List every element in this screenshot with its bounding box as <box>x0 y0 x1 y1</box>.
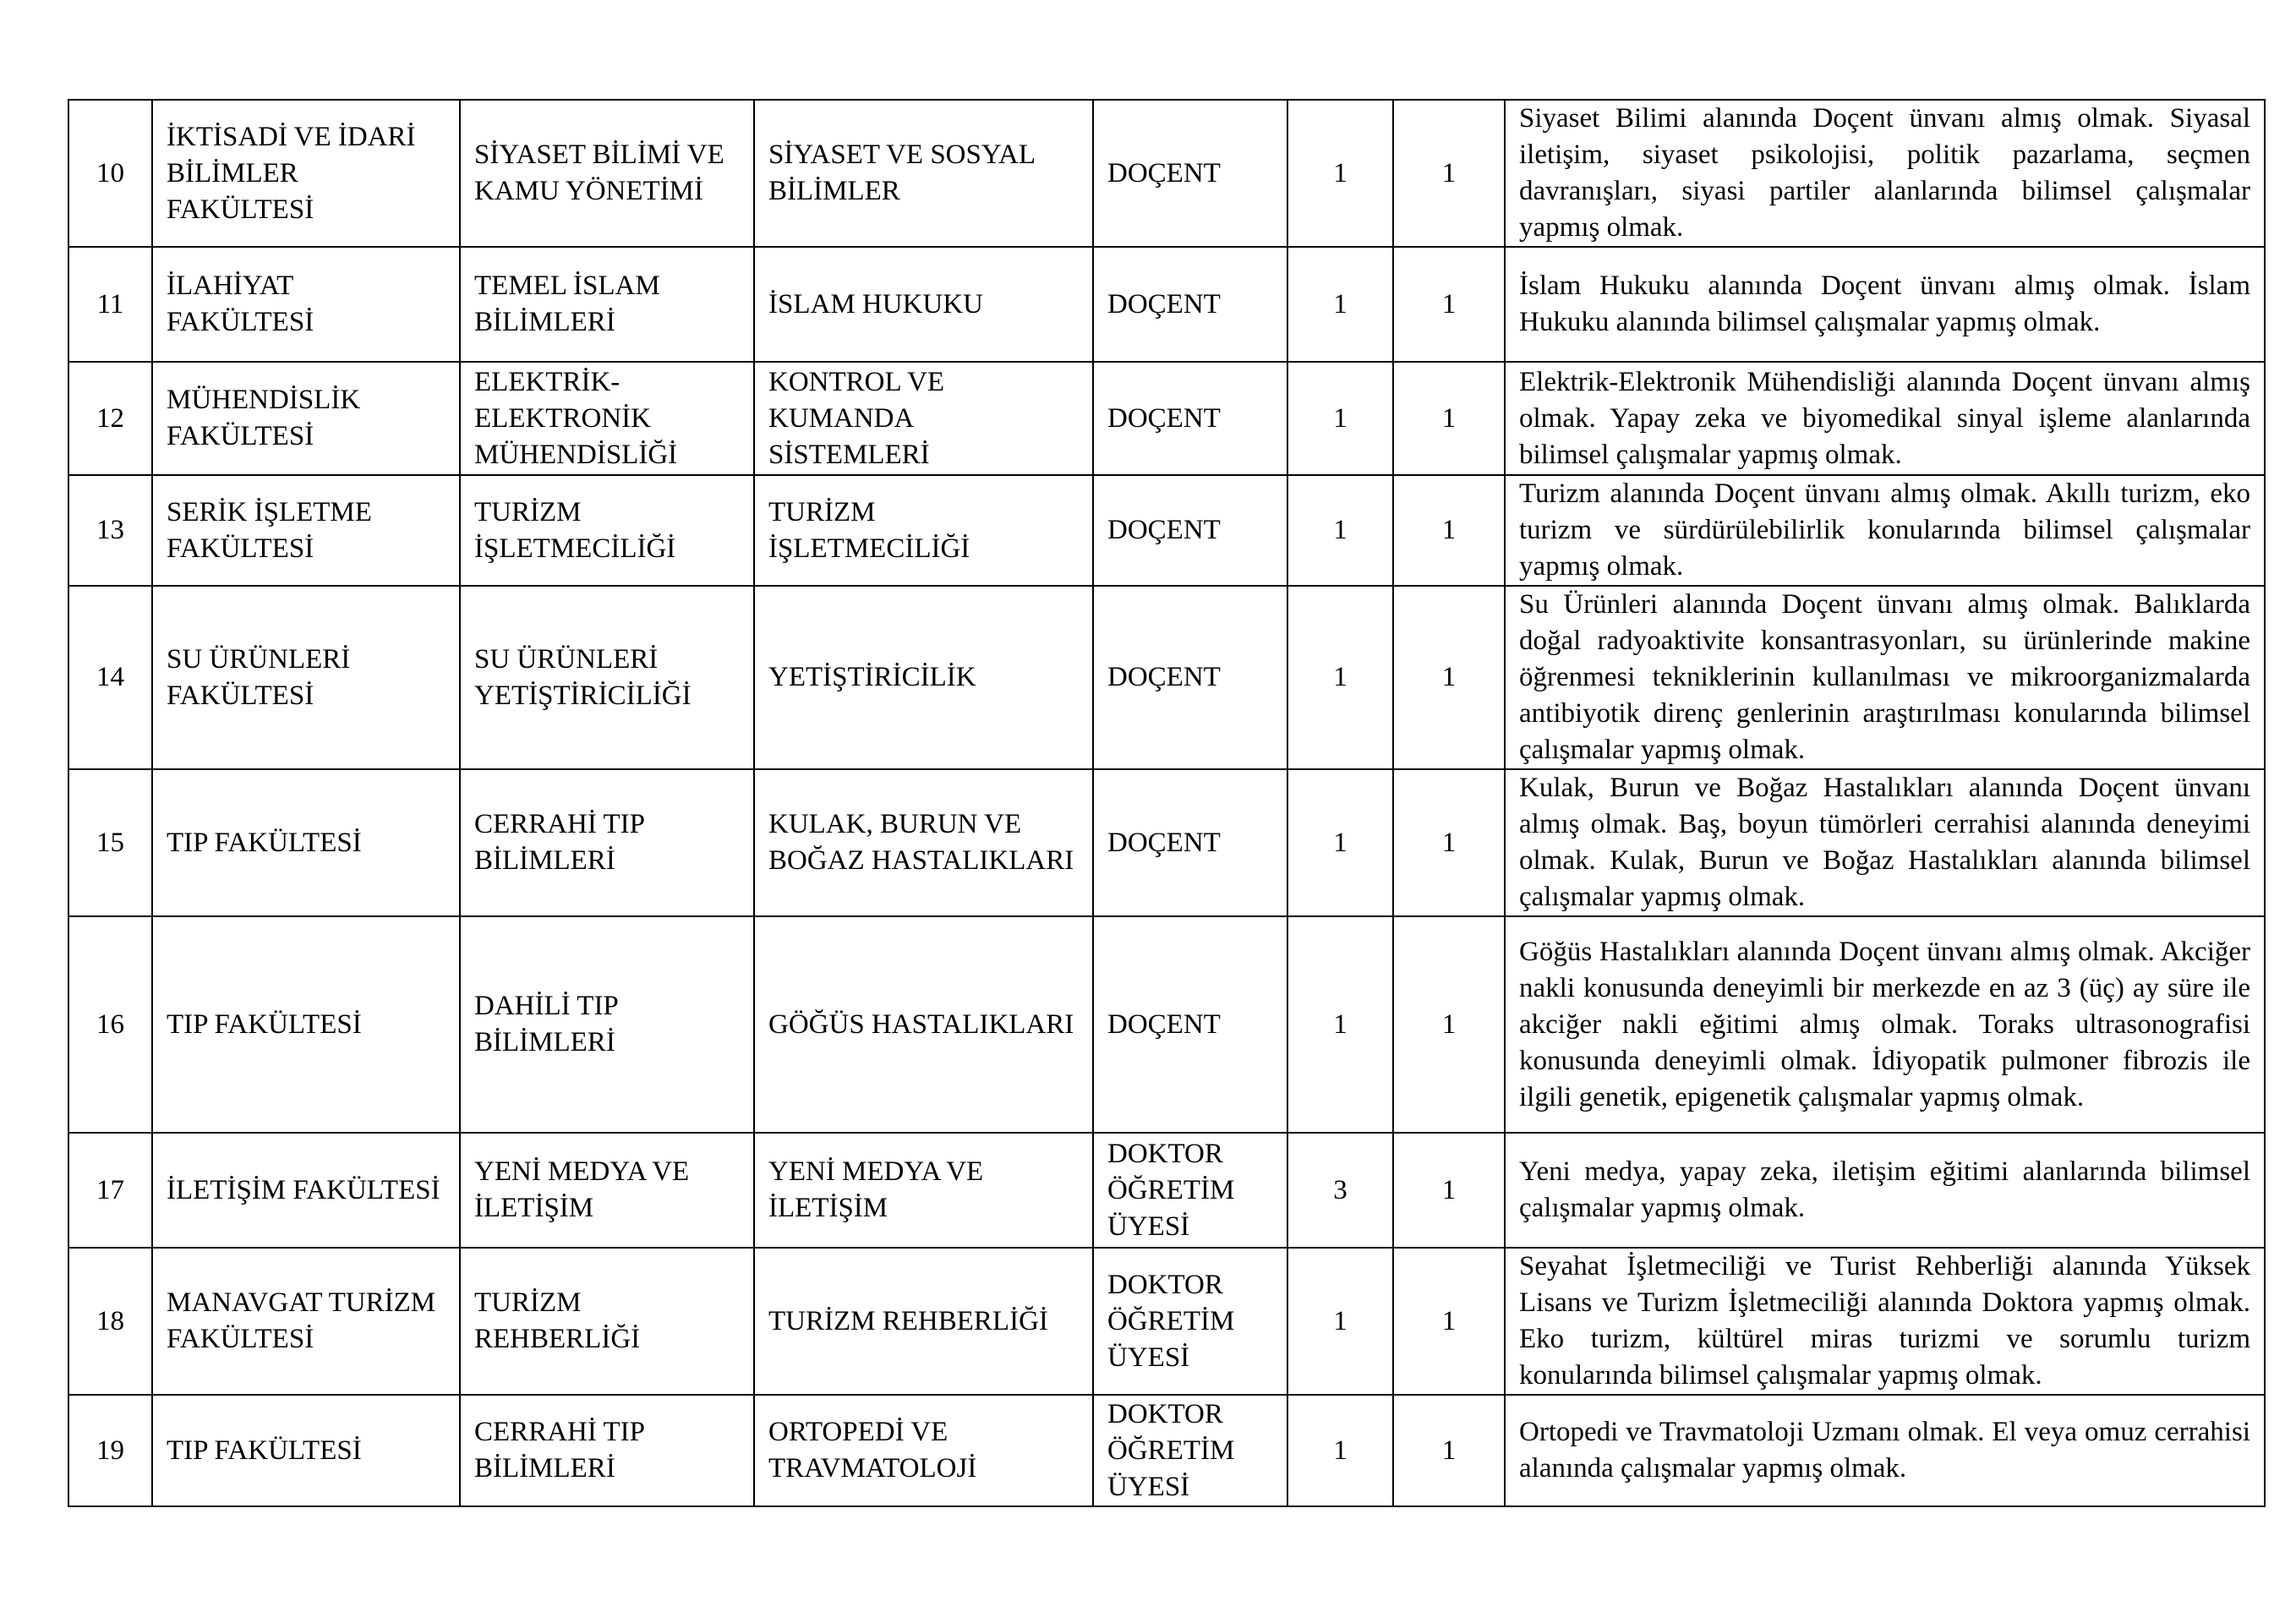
title-cell: DOÇENT <box>1093 247 1287 362</box>
count-cell: 1 <box>1287 1395 1393 1506</box>
faculty-cell: İLETİŞİM FAKÜLTESİ <box>152 1133 460 1248</box>
field-cell: TURİZM REHBERLİĞİ <box>754 1248 1093 1395</box>
field-cell: İSLAM HUKUKU <box>754 247 1093 362</box>
field-cell: KULAK, BURUN VE BOĞAZ HASTALIKLARI <box>754 769 1093 916</box>
count-cell: 3 <box>1287 1133 1393 1248</box>
faculty-cell: TIP FAKÜLTESİ <box>152 916 460 1133</box>
title-cell: DOÇENT <box>1093 475 1287 586</box>
field-cell: TURİZM İŞLETMECİLİĞİ <box>754 475 1093 586</box>
title-cell: DOKTOR ÖĞRETİM ÜYESİ <box>1093 1248 1287 1395</box>
table-row <box>68 916 2265 1133</box>
department-cell: TURİZM İŞLETMECİLİĞİ <box>460 475 754 586</box>
degree-cell: 1 <box>1393 769 1505 916</box>
department-cell: ELEKTRİK-ELEKTRONİK MÜHENDİSLİĞİ <box>460 362 754 475</box>
field-cell: YENİ MEDYA VE İLETİŞİM <box>754 1133 1093 1248</box>
faculty-cell: SERİK İŞLETME FAKÜLTESİ <box>152 475 460 586</box>
department-cell: DAHİLİ TIP BİLİMLERİ <box>460 916 754 1133</box>
faculty-cell: MÜHENDİSLİK FAKÜLTESİ <box>152 362 460 475</box>
faculty-cell: TIP FAKÜLTESİ <box>152 1395 460 1506</box>
row-number: 18 <box>68 1248 152 1395</box>
requirements-cell: Göğüs Hastalıkları alanında Doçent ünvanı almış olmak. Akciğer nakli konusunda deneyimli bir merkezde en az 3 (üç) ay süre ile akciğer nakli eğitimi almış olmak. Toraks ultrasonografisi konusunda deneyimli olmak. İdiyopatik pulmoner fibrozis ile ilgili genetik, epigenetik çalışmalar yapmış olmak. <box>1505 916 2265 1133</box>
title-cell: DOKTOR ÖĞRETİM ÜYESİ <box>1093 1133 1287 1248</box>
requirements-cell: Siyaset Bilimi alanında Doçent ünvanı almış olmak. Siyasal iletişim, siyaset psikolojisi, politik pazarlama, seçmen davranışları, siyasi partiler alanlarında bilimsel çalışmalar yapmış olmak. <box>1505 100 2265 247</box>
degree-cell: 1 <box>1393 916 1505 1133</box>
title-cell: DOÇENT <box>1093 916 1287 1133</box>
department-cell: SİYASET BİLİMİ VE KAMU YÖNETİMİ <box>460 100 754 247</box>
degree-cell: 1 <box>1393 1248 1505 1395</box>
requirements-cell: Yeni medya, yapay zeka, iletişim eğitimi alanlarında bilimsel çalışmalar yapmış olmak. <box>1505 1133 2265 1248</box>
requirements-cell: Ortopedi ve Travmatoloji Uzmanı olmak. El veya omuz cerrahisi alanında çalışmalar yapmış olmak. <box>1505 1395 2265 1506</box>
table-row <box>68 1248 2265 1395</box>
table-row <box>68 1133 2265 1248</box>
table-row <box>68 100 2265 247</box>
row-number: 16 <box>68 916 152 1133</box>
title-cell: DOÇENT <box>1093 100 1287 247</box>
field-cell: ORTOPEDİ VE TRAVMATOLOJİ <box>754 1395 1093 1506</box>
department-cell: CERRAHİ TIP BİLİMLERİ <box>460 769 754 916</box>
table-row <box>68 1395 2265 1506</box>
field-cell: GÖĞÜS HASTALIKLARI <box>754 916 1093 1133</box>
table-row <box>68 586 2265 769</box>
field-cell: YETİŞTİRİCİLİK <box>754 586 1093 769</box>
requirements-cell: Turizm alanında Doçent ünvanı almış olmak. Akıllı turizm, eko turizm ve sürdürülebilirlik konularında bilimsel çalışmalar yapmış olmak. <box>1505 475 2265 586</box>
row-number: 11 <box>68 247 152 362</box>
degree-cell: 1 <box>1393 100 1505 247</box>
requirements-cell: Seyahat İşletmeciliği ve Turist Rehberliği alanında Yüksek Lisans ve Turizm İşletmeciliği alanında Doktora yapmış olmak. Eko turizm, kültürel miras turizmi ve sorumlu turizm konularında bilimsel çalışmalar yapmış olmak. <box>1505 1248 2265 1395</box>
count-cell: 1 <box>1287 247 1393 362</box>
row-number: 14 <box>68 586 152 769</box>
department-cell: TURİZM REHBERLİĞİ <box>460 1248 754 1395</box>
row-number: 12 <box>68 362 152 475</box>
count-cell: 1 <box>1287 475 1393 586</box>
requirements-cell: Elektrik-Elektronik Mühendisliği alanında Doçent ünvanı almış olmak. Yapay zeka ve biyomedikal sinyal işleme alanlarında bilimsel çalışmalar yapmış olmak. <box>1505 362 2265 475</box>
row-number: 19 <box>68 1395 152 1506</box>
row-number: 10 <box>68 100 152 247</box>
faculty-cell: MANAVGAT TURİZM FAKÜLTESİ <box>152 1248 460 1395</box>
table-row <box>68 769 2265 916</box>
title-cell: DOKTOR ÖĞRETİM ÜYESİ <box>1093 1395 1287 1506</box>
degree-cell: 1 <box>1393 362 1505 475</box>
count-cell: 1 <box>1287 586 1393 769</box>
department-cell: CERRAHİ TIP BİLİMLERİ <box>460 1395 754 1506</box>
requirements-cell: Su Ürünleri alanında Doçent ünvanı almış olmak. Balıklarda doğal radyoaktivite konsantrasyonları, su ürünlerinde makine öğrenmesi tekniklerinin kullanılması ve mikroorganizmalarda antibiyotik direnç genlerinin araştırılması konularında bilimsel çalışmalar yapmış olmak. <box>1505 586 2265 769</box>
count-cell: 1 <box>1287 100 1393 247</box>
table-row <box>68 475 2265 586</box>
count-cell: 1 <box>1287 769 1393 916</box>
requirements-cell: Kulak, Burun ve Boğaz Hastalıkları alanında Doçent ünvanı almış olmak. Baş, boyun tümörleri cerrahisi alanında deneyimi olmak. Kulak, Burun ve Boğaz Hastalıkları alanında bilimsel çalışmalar yapmış olmak. <box>1505 769 2265 916</box>
degree-cell: 1 <box>1393 247 1505 362</box>
department-cell: YENİ MEDYA VE İLETİŞİM <box>460 1133 754 1248</box>
faculty-cell: SU ÜRÜNLERİ FAKÜLTESİ <box>152 586 460 769</box>
title-cell: DOÇENT <box>1093 769 1287 916</box>
degree-cell: 1 <box>1393 1133 1505 1248</box>
count-cell: 1 <box>1287 916 1393 1133</box>
faculty-cell: İKTİSADİ VE İDARİ BİLİMLER FAKÜLTESİ <box>152 100 460 247</box>
count-cell: 1 <box>1287 362 1393 475</box>
requirements-cell: İslam Hukuku alanında Doçent ünvanı almış olmak. İslam Hukuku alanında bilimsel çalışmalar yapmış olmak. <box>1505 247 2265 362</box>
degree-cell: 1 <box>1393 586 1505 769</box>
count-cell: 1 <box>1287 1248 1393 1395</box>
faculty-cell: İLAHİYAT FAKÜLTESİ <box>152 247 460 362</box>
department-cell: TEMEL İSLAM BİLİMLERİ <box>460 247 754 362</box>
degree-cell: 1 <box>1393 1395 1505 1506</box>
row-number: 13 <box>68 475 152 586</box>
positions-table <box>68 99 2266 1507</box>
department-cell: SU ÜRÜNLERİ YETİŞTİRİCİLİĞİ <box>460 586 754 769</box>
faculty-cell: TIP FAKÜLTESİ <box>152 769 460 916</box>
title-cell: DOÇENT <box>1093 586 1287 769</box>
title-cell: DOÇENT <box>1093 362 1287 475</box>
table-row <box>68 362 2265 475</box>
field-cell: SİYASET VE SOSYAL BİLİMLER <box>754 100 1093 247</box>
table-row <box>68 247 2265 362</box>
degree-cell: 1 <box>1393 475 1505 586</box>
field-cell: KONTROL VE KUMANDA SİSTEMLERİ <box>754 362 1093 475</box>
row-number: 15 <box>68 769 152 916</box>
row-number: 17 <box>68 1133 152 1248</box>
